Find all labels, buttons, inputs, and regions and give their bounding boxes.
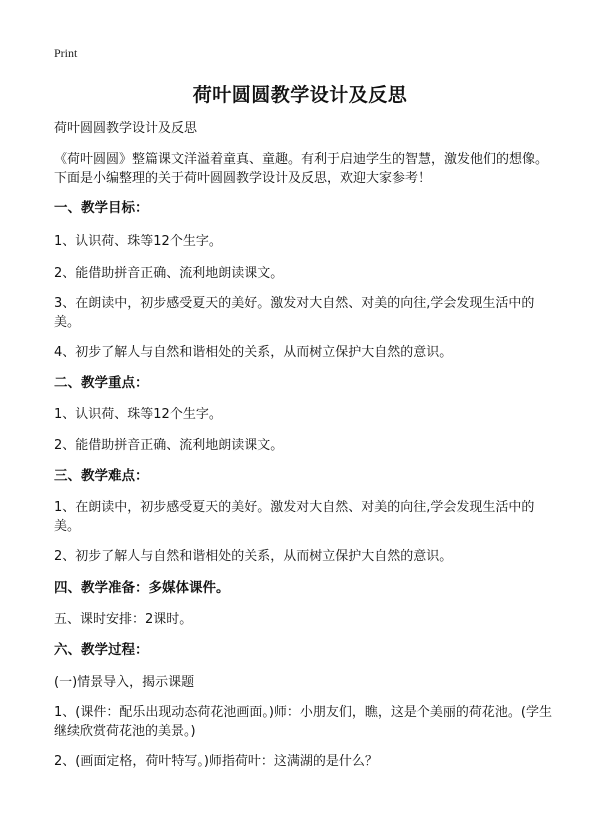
section-heading-preparation: 四、教学准备：多媒体课件。	[54, 580, 230, 596]
section-heading-key-points: 二、教学重点：	[54, 375, 149, 391]
objective-item-1: 1、认识荷、珠等12个生字。	[54, 234, 222, 249]
process-step-1: 1、(课件：配乐出现动态荷花池画面。)师：小朋友们，瞧，这是个美丽的荷花池。(学生继续欣赏荷花池的美景。)	[54, 705, 552, 739]
key-point-item-2: 2、能借助拼音正确、流利地朗读课文。	[54, 438, 284, 453]
section-heading-difficulties: 三、教学难点：	[54, 468, 149, 484]
difficulty-item-1: 1、在朗读中，初步感受夏天的美好。激发对大自然、对美的向往,学会发现生活中的美。	[54, 500, 535, 534]
subtitle-line: 荷叶圆圆教学设计及反思	[54, 121, 198, 136]
objective-item-2: 2、能借助拼音正确、流利地朗读课文。	[54, 266, 284, 281]
intro-paragraph: 《荷叶圆圆》整篇课文洋溢着童真、童趣。有利于启迪学生的智慧，激发他们的想像。下面是小编整理的关于荷叶圆圆教学设计及反思，欢迎大家参考！	[54, 152, 549, 186]
objective-item-3: 3、在朗读中，初步感受夏天的美好。激发对大自然、对美的向往,学会发现生活中的美。	[54, 296, 535, 330]
section-heading-process: 六、教学过程：	[54, 642, 149, 658]
process-step-2: 2、(画面定格，荷叶特写。)师指荷叶：这满湖的是什么？	[54, 754, 378, 769]
difficulty-item-2: 2、初步了解人与自然和谐相处的关系，从而树立保护大自然的意识。	[54, 549, 453, 564]
key-point-item-1: 1、认识荷、珠等12个生字。	[54, 407, 222, 422]
section-heading-objectives: 一、教学目标：	[54, 200, 149, 216]
objective-item-4: 4、初步了解人与自然和谐相处的关系，从而树立保护大自然的意识。	[54, 345, 453, 360]
document-title: 荷叶圆圆教学设计及反思	[192, 84, 408, 106]
schedule-line: 五、课时安排：2课时。	[54, 612, 193, 627]
print-label: Print	[54, 46, 78, 60]
process-subheading: (一)情景导入，揭示课题	[54, 675, 195, 690]
